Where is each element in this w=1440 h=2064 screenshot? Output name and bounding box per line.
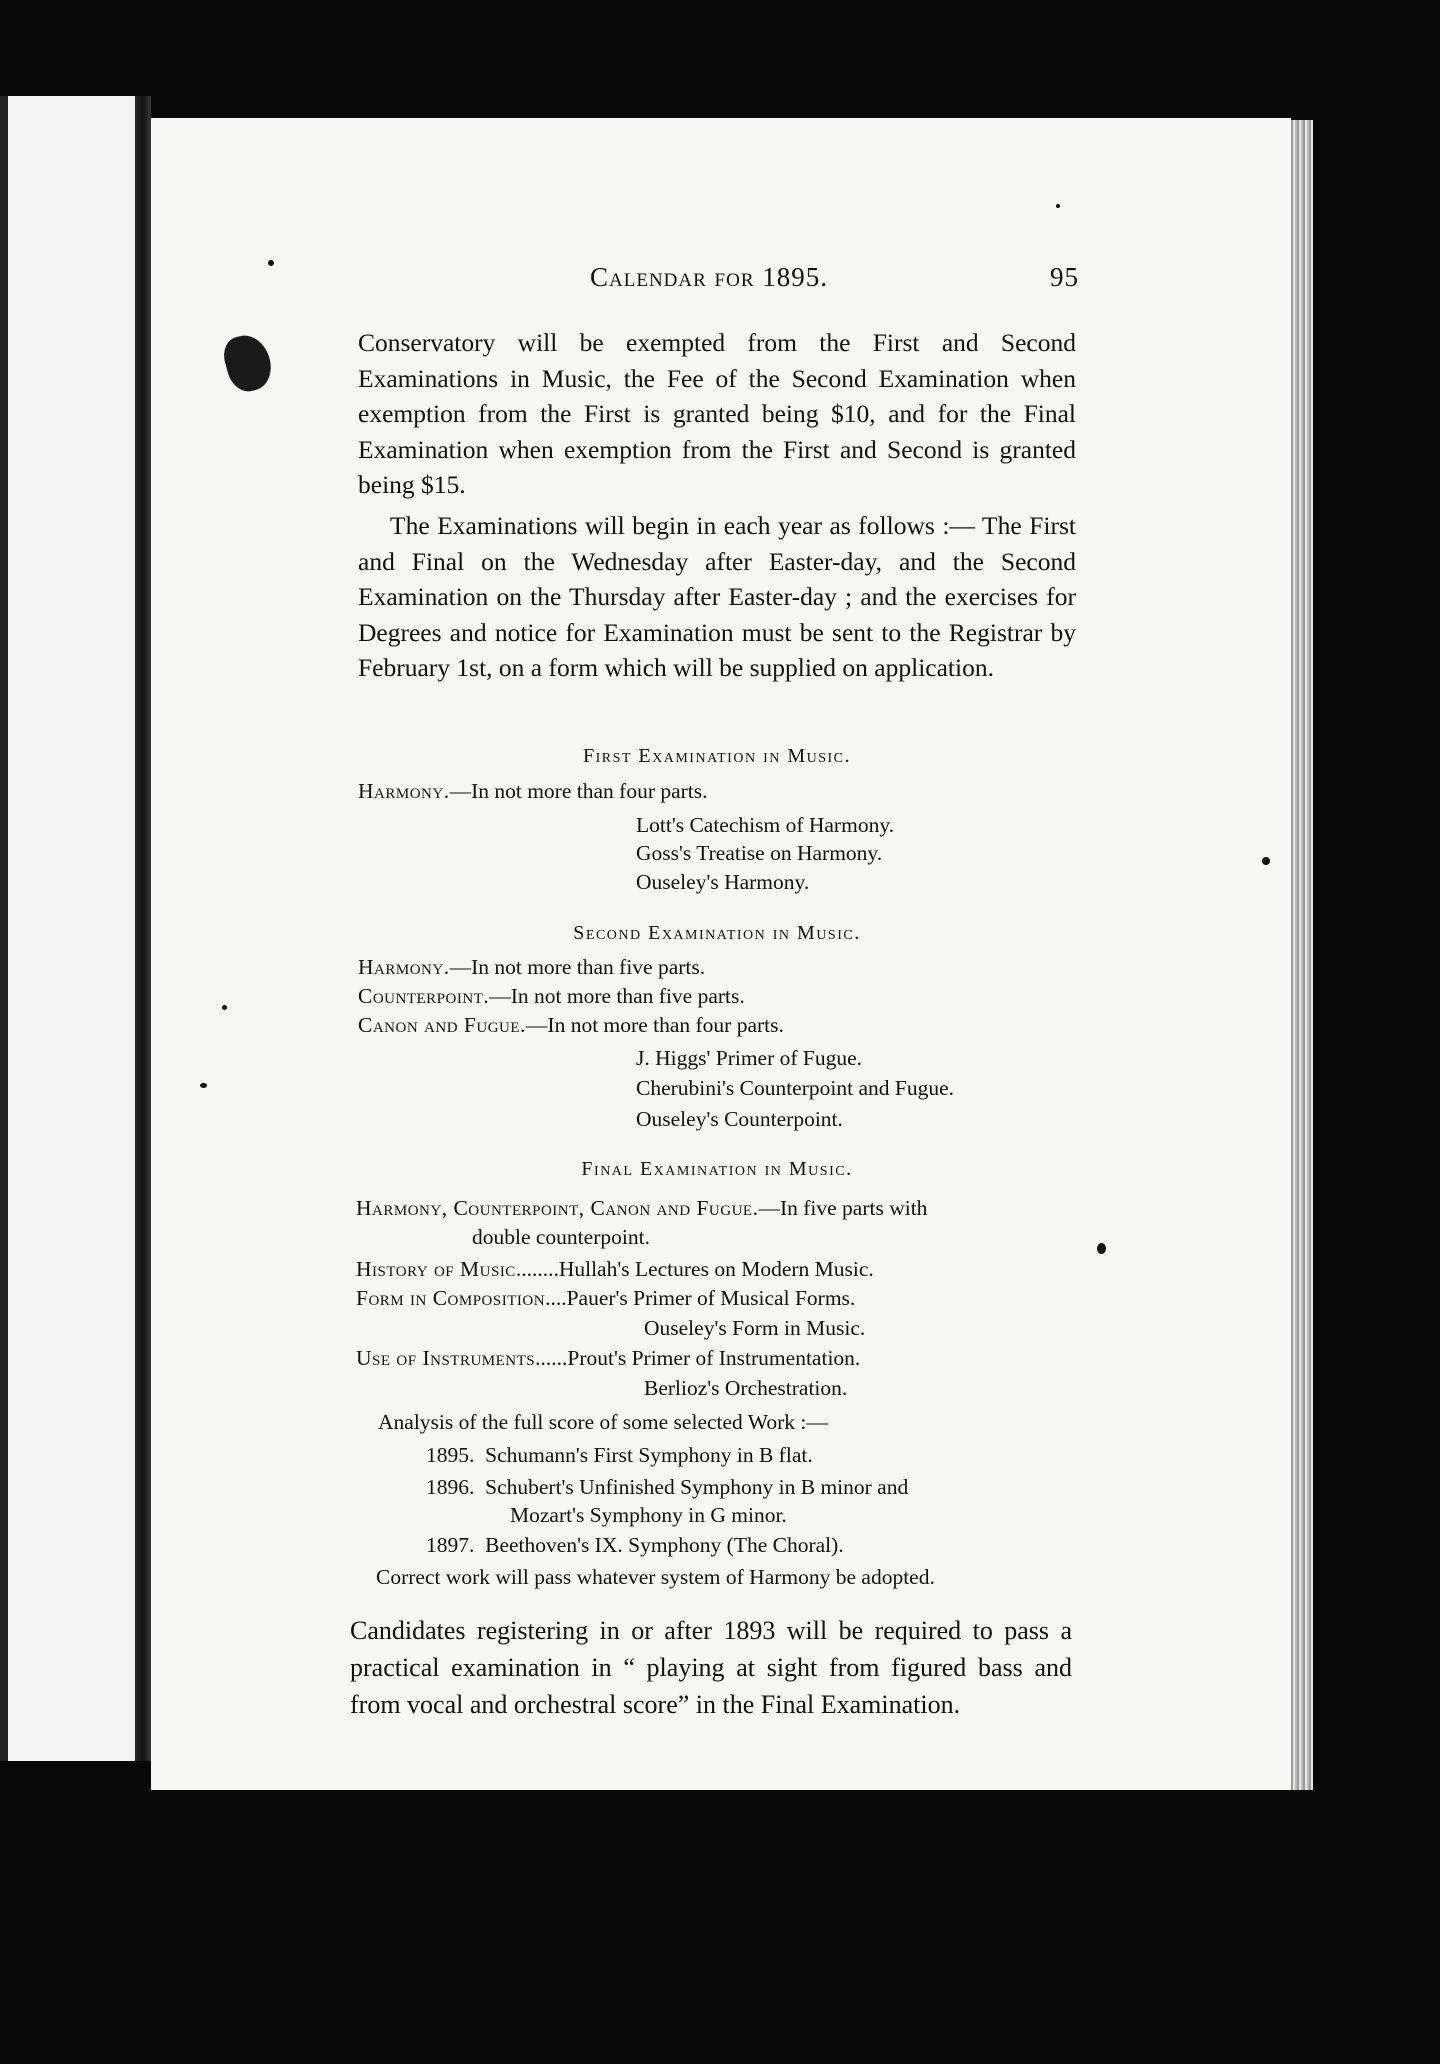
final-form-line	[356, 1286, 855, 1311]
second-book-3: Ouseley's Counterpoint.	[636, 1107, 843, 1131]
final-instruments-line	[356, 1346, 860, 1371]
final-history-line	[356, 1257, 874, 1282]
ink-speck	[222, 1005, 227, 1010]
analysis-work: Beethoven's IX. Symphony (The Choral).	[485, 1533, 844, 1557]
final-hcf-label: Harmony, Counterpoint, Canon and Fugue.	[356, 1196, 759, 1220]
paragraph-exemption: Conservatory will be exempted from the First and Second Examinations in Music, the Fee of the Second Examination when exemption from the First is granted being $10, and for the Final Examination when exemption from the First and Second is granted being $15.	[358, 328, 1076, 499]
correct-work-note: Correct work will pass whatever system of Harmony be adopted.	[376, 1565, 935, 1589]
first-harmony-label: Harmony.	[358, 779, 450, 803]
final-form-label: Form in Composition	[356, 1286, 546, 1310]
final-history-book: Hullah's Lectures on Modern Music.	[558, 1257, 874, 1281]
final-instruments-label: Use of Instruments	[356, 1346, 536, 1370]
analysis-item	[426, 1533, 844, 1558]
second-book-1: J. Higgs' Primer of Fugue.	[636, 1046, 863, 1070]
paragraph-exam-dates: The Examinations will begin in each year as follows :— The First and Final on the Wednesday after Easter-day, and the Second Examination on the Thursday after Easter-day ; and the exercises for Degrees and notice for Examination must be sent to the Registrar by February 1st, on a form which will be supplied on application.	[358, 511, 1076, 682]
first-book-3: Ouseley's Harmony.	[636, 870, 810, 894]
second-harmony-line	[358, 955, 705, 980]
first-book-1: Lott's Catechism of Harmony.	[636, 813, 895, 837]
page-number: 95	[1050, 262, 1079, 292]
second-canon-line	[358, 1013, 784, 1038]
final-instruments-book: Prout's Primer of Instrumentation.	[567, 1346, 861, 1370]
analysis-year: 1896.	[426, 1475, 475, 1499]
analysis-intro: Analysis of the full score of some selected Work :—	[378, 1410, 828, 1434]
final-exam-title: Final Examination in Music.	[581, 1158, 853, 1180]
ink-speck	[1262, 857, 1270, 865]
facing-page-shadow	[0, 96, 8, 1761]
first-harmony-text: —In not more than four parts.	[449, 779, 708, 803]
analysis-work: Schubert's Unfinished Symphony in B minor and	[485, 1475, 909, 1499]
second-canon-label: Canon and Fugue.	[358, 1013, 526, 1037]
second-book-2: Cherubini's Counterpoint and Fugue.	[636, 1076, 954, 1100]
first-exam-title: First Examination in Music.	[582, 745, 852, 767]
final-hcf-text: —In five parts with	[758, 1196, 928, 1220]
final-history-label: History of Music	[356, 1257, 516, 1281]
final-form-book-2: Ouseley's Form in Music.	[644, 1316, 866, 1340]
second-harmony-label: Harmony.	[358, 955, 450, 979]
paragraph-practical-exam: Candidates registering in or after 1893 will be required to pass a practical examination in “ playing at sight from figured bass and from vocal and orchestral score” in the Final Examination.	[350, 1616, 1072, 1719]
analysis-item-cont: Mozart's Symphony in G minor.	[510, 1503, 787, 1527]
analysis-year: 1895.	[426, 1443, 475, 1467]
analysis-year: 1897.	[426, 1533, 475, 1557]
second-exam-title: Second Examination in Music.	[573, 922, 861, 944]
final-hcf-line	[356, 1196, 927, 1221]
analysis-item	[426, 1475, 908, 1500]
facing-page-edge	[0, 96, 135, 1761]
ink-speck	[1097, 1243, 1106, 1254]
final-instruments-book-2: Berlioz's Orchestration.	[644, 1376, 848, 1400]
final-form-book: Pauer's Primer of Musical Forms.	[566, 1286, 856, 1310]
final-history-dots: ........	[515, 1257, 559, 1281]
final-hcf-cont: double counterpoint.	[472, 1225, 650, 1249]
page-stack-edge	[1291, 120, 1313, 1790]
running-header	[590, 262, 1090, 293]
header-title: Calendar for 1895.	[590, 262, 828, 292]
second-canon-text: —In not more than four parts.	[525, 1013, 784, 1037]
second-counterpoint-label: Counterpoint.	[358, 984, 490, 1008]
first-book-2: Goss's Treatise on Harmony.	[636, 841, 883, 865]
second-harmony-text: —In not more than five parts.	[449, 955, 706, 979]
final-instruments-dots: ......	[535, 1346, 568, 1370]
ink-speck	[268, 260, 274, 266]
analysis-item	[426, 1443, 813, 1468]
first-harmony-line	[358, 779, 708, 804]
analysis-work: Schumann's First Symphony in B flat.	[485, 1443, 813, 1467]
ink-speck	[200, 1083, 207, 1088]
ink-speck	[1056, 204, 1060, 208]
second-counterpoint-line	[358, 984, 745, 1009]
final-form-dots: ....	[545, 1286, 567, 1310]
book-gutter	[135, 96, 151, 1761]
second-counterpoint-text: —In not more than five parts.	[489, 984, 745, 1008]
